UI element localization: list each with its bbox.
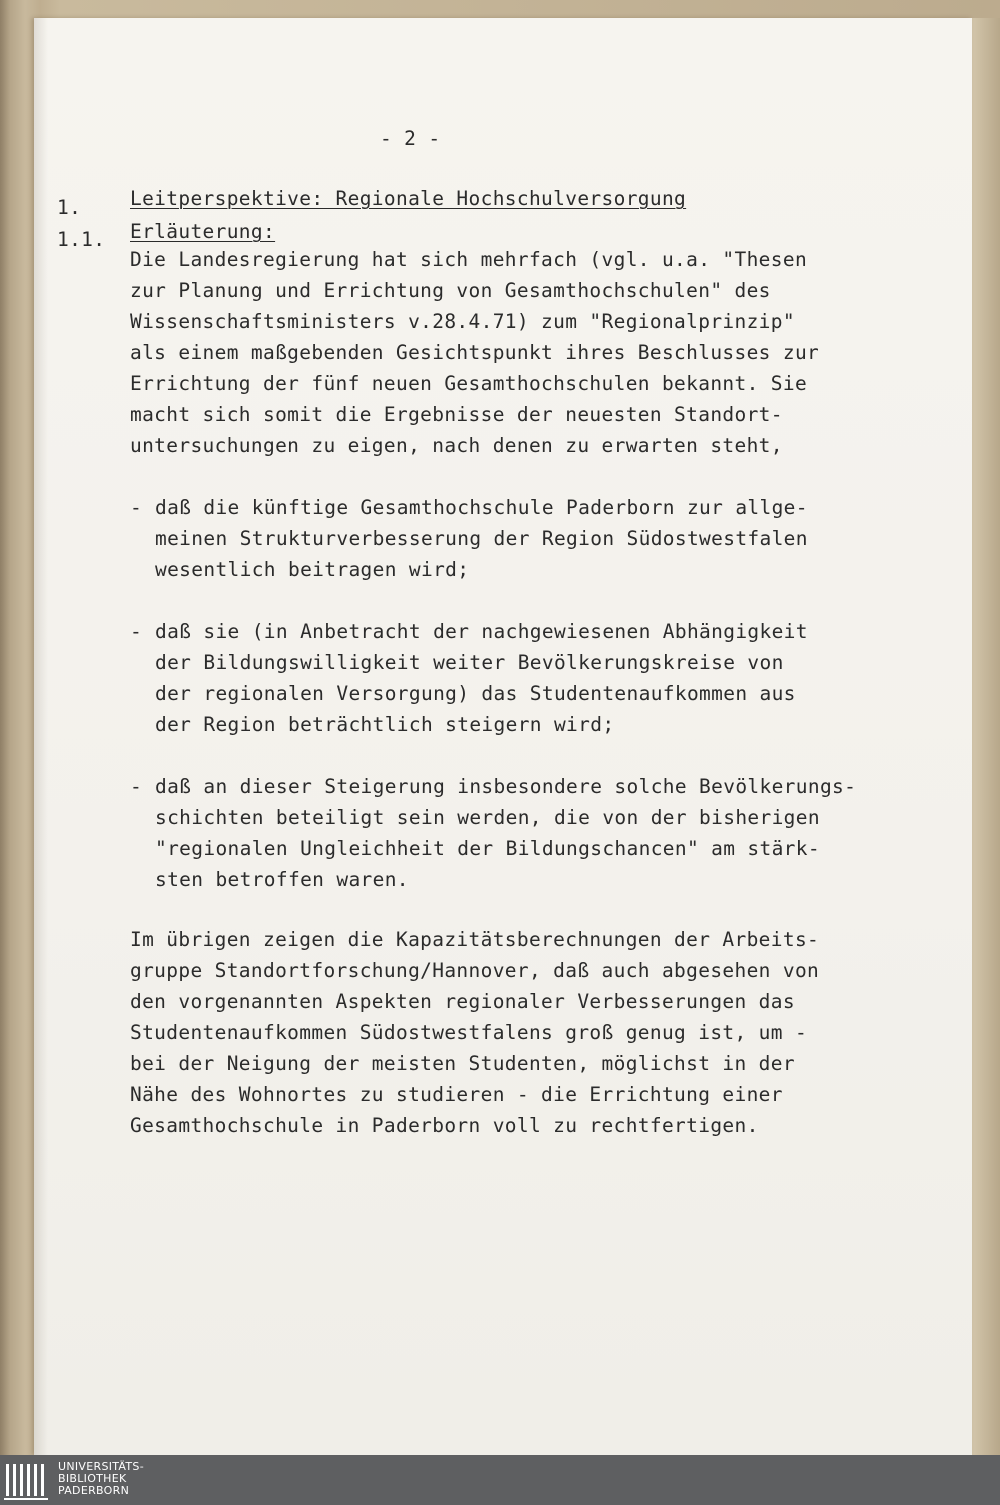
- paragraph-line: Nähe des Wohnortes zu studieren - die Errichtung einer: [130, 1083, 783, 1106]
- paragraph-line: Wissenschaftsministers v.28.4.71) zum "Regionalprinzip": [130, 310, 795, 333]
- subsection-number: 1.1.: [57, 228, 106, 251]
- paragraph-line: bei der Neigung der meisten Studenten, möglichst in der: [130, 1052, 795, 1075]
- footer-line-3: PADERBORN: [58, 1484, 130, 1497]
- page-number: - 2 -: [380, 127, 441, 150]
- bullet-line: wesentlich beitragen wird;: [155, 558, 470, 581]
- subsection-title: Erläuterung:: [130, 220, 276, 243]
- bullet-line: sten betroffen waren.: [155, 868, 409, 891]
- paragraph-line: den vorgenannten Aspekten regionaler Verbesserungen das: [130, 990, 795, 1013]
- page-gutter-shadow: [34, 18, 48, 1455]
- paragraph-line: Die Landesregierung hat sich mehrfach (vgl. u.a. "Thesen: [130, 248, 808, 271]
- section-title: Leitperspektive: Regionale Hochschulversorgung: [130, 187, 687, 210]
- footer-line-2: BIBLIOTHEK: [58, 1472, 127, 1485]
- bullet-line: "regionalen Ungleichheit der Bildungschancen" am stärk-: [155, 837, 820, 860]
- paragraph-line: untersuchungen zu eigen, nach denen zu erwarten steht,: [130, 434, 783, 457]
- bullet-line: daß an dieser Steigerung insbesondere solche Bevölkerungs-: [155, 775, 857, 798]
- section-number: 1.: [57, 196, 82, 219]
- bullet-dash: -: [130, 496, 143, 519]
- paragraph-line: als einem maßgebenden Gesichtspunkt ihres Beschlusses zur: [130, 341, 820, 364]
- library-footer: [0, 1455, 1000, 1505]
- paragraph-line: macht sich somit die Ergebnisse der neuesten Standort-: [130, 403, 783, 426]
- bullet-dash: -: [130, 775, 143, 798]
- bullet-line: der Region beträchtlich steigern wird;: [155, 713, 615, 736]
- bullet-line: daß die künftige Gesamthochschule Paderborn zur allge-: [155, 496, 808, 519]
- paragraph-line: Im übrigen zeigen die Kapazitätsberechnungen der Arbeits-: [130, 928, 820, 951]
- paragraph-line: Gesamthochschule in Paderborn voll zu rechtfertigen.: [130, 1114, 759, 1137]
- paragraph-line: zur Planung und Errichtung von Gesamthochschulen" des: [130, 279, 771, 302]
- footer-line-1: UNIVERSITÄTS-: [58, 1460, 144, 1473]
- paragraph-line: Errichtung der fünf neuen Gesamthochschulen bekannt. Sie: [130, 372, 808, 395]
- bullet-line: daß sie (in Anbetracht der nachgewiesenen Abhängigkeit: [155, 620, 808, 643]
- paragraph-line: gruppe Standortforschung/Hannover, daß auch abgesehen von: [130, 959, 820, 982]
- bullet-line: der Bildungswilligkeit weiter Bevölkerungskreise von: [155, 651, 784, 674]
- bullet-line: schichten beteiligt sein werden, die von der bisherigen: [155, 806, 820, 829]
- bullet-line: meinen Strukturverbesserung der Region Südostwestfalen: [155, 527, 808, 550]
- paragraph-line: Studentenaufkommen Südostwestfalens groß genug ist, um -: [130, 1021, 808, 1044]
- library-logo-icon: [4, 1460, 48, 1502]
- bullet-dash: -: [130, 620, 143, 643]
- bullet-line: der regionalen Versorgung) das Studentenaufkommen aus: [155, 682, 796, 705]
- page-edge: [972, 18, 1000, 1455]
